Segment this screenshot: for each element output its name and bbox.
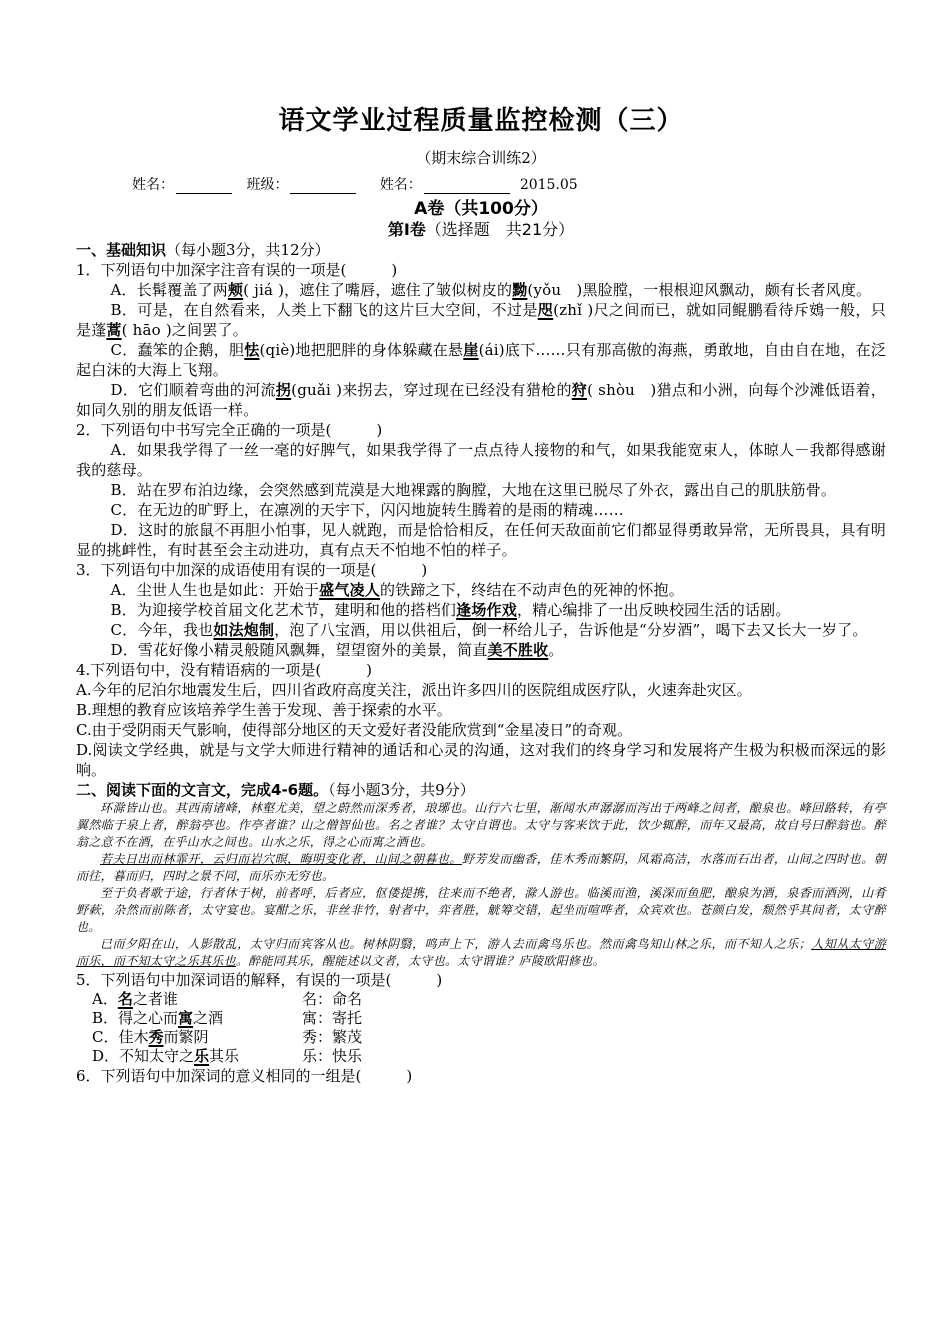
name-blank[interactable]	[176, 179, 232, 194]
emphasized-idiom: 逢场作戏	[456, 601, 517, 619]
section-2-heading	[76, 780, 886, 800]
emphasized-char: 黝	[512, 281, 528, 299]
underlined-sentence: 人知从太守游而乐，而不知太守之乐其乐也	[76, 937, 886, 968]
passage-paragraph-1: 环滁皆山也。其西南诸峰，林壑尤美，望之蔚然而深秀者，琅琊也。山行六七里，渐闻水声潺潺而泻出于两峰之间者，酿泉也。峰回路转，有亭翼然临于泉上者，醉翁亭也。作亭者谁？山之僧智仙也。名之者谁？太守自谓也。太守与客来饮于此，饮少辄醉，而年又最高，故自号曰醉翁也。醉翁之意不在酒，在乎山水之间也。山水之乐，得之心而寓之酒也。	[76, 801, 886, 849]
emphasized-char: 怯	[244, 341, 260, 359]
section-2-desc: （每小题3分，共9分）	[328, 781, 475, 799]
emphasized-word: 乐	[194, 1047, 210, 1065]
question-4-option-b: B.理想的教育应该培养学生善于发现、善于探索的水平。	[76, 701, 452, 719]
question-5-option-a: A．名之者谁 名：命名	[92, 990, 363, 1008]
question-5-stem: 5．下列语句中加深词语的解释，有误的一项是( )	[76, 971, 443, 989]
emphasized-char: 颊	[227, 281, 244, 299]
class-label: 班级：	[246, 177, 289, 193]
question-2-option-d: D．这时的旅鼠不再胆小怕事，见人就跑，而是恰恰相反，在任何天敌面前它们都显得勇敢异常，无所畏具，具有明显的挑衅性，有时甚至会主动进功，真有点天不怕地不怕的样子。	[76, 521, 886, 559]
question-4-option-c: C.由于受阴雨天气影响，使得部分地区的天文爱好者没能欣赏到“金星凌日”的奇观。	[76, 721, 633, 739]
section-1-desc: （每小题3分，共12分）	[166, 241, 330, 259]
question-3-option-a: A．尘世人生也是如此：开始于盛气凌人的铁蹄之下，终结在不动声色的死神的怀抱。	[110, 581, 684, 599]
question-2-option-a: A．如果我学得了一丝一毫的好脾气，如果我学得了一点点待人接物的和气，如果我能宽束人，体晾人－我都得感谢我的慈母。	[76, 441, 886, 479]
emphasized-word: 名	[117, 990, 133, 1008]
question-3-option-d: D．雪花好像小精灵般随风飘舞，望望窗外的美景，简直美不胜收。	[110, 641, 564, 659]
emphasized-word: 秀	[148, 1028, 164, 1046]
question-5-option-d: D．不知太守之乐其乐 乐：快乐	[92, 1047, 363, 1065]
emphasized-idiom: 盛气凌人	[319, 581, 380, 599]
question-1-option-c: C．蠢笨的企鹅，胆怯(qiè)地把肥胖的身体躲藏在悬崖(ái)底下……只有那高傲的海燕，勇敢地，自由自在地，在泛起白沫的大海上飞翔。	[76, 341, 887, 379]
question-3-stem: 3．下列语句中加深的成语使用有误的一项是( )	[76, 561, 428, 579]
emphasized-char: 蒿	[106, 321, 122, 339]
name-label-2: 姓名：	[379, 177, 422, 193]
question-4-option-a: A.今年的尼泊尔地震发生后，四川省政府高度关注，派出许多四川的医院组成医疗队，火速奔赴灾区。	[76, 681, 752, 699]
passage-paragraph-4: 已而夕阳在山，人影散乱，太守归而宾客从也。树林阴翳，鸣声上下，游人去而禽鸟乐也。然而禽鸟知山林之乐，而不知人之乐；人知从太守游而乐，而不知太守之乐其乐也。醉能同其乐，醒能述以文者，太守也。太守谓谁？庐陵欧阳修也。	[76, 937, 886, 968]
page-subtitle: （期末综合训练2）	[416, 149, 546, 167]
passage-paragraph-3: 至于负者歌于途，行者休于树，前者呼，后者应，伛偻提携，往来而不绝者，滁人游也。临溪而渔，溪深而鱼肥，酿泉为酒，泉香而酒洌，山肴野蔌，杂然而前陈者，太守宴也。宴酣之乐，非丝非竹，射者中，弈者胜，觥筹交错，起坐而喧哗者，众宾欢也。苍颜白发，颓然乎其间者，太守醉也。	[76, 886, 886, 934]
passage-paragraph-2: 若夫日出而林霏开，云归而岩穴暝，晦明变化者，山间之朝暮也。野芳发而幽香，佳木秀而繁阴，风霜高洁，水落而石出者，山间之四时也。朝而往，暮而归，四时之景不同，而乐亦无穷也。	[76, 852, 887, 883]
student-info-line	[76, 174, 886, 194]
section-a-title: A卷（共100分）	[414, 199, 548, 219]
question-4-option-d: D.阅读文学经典，就是与文学大师进行精神的通话和心灵的沟通，这对我们的终身学习和发展将产生极为积极而深远的影响。	[76, 741, 886, 779]
question-1-option-b: B．可是，在自然看来，人类上下翻飞的这片巨大空间，不过是咫(zhǐ )尺之间而已，就如同鲲鹏看待斥鴳一般，只是蓬蒿( hāo )之间罢了。	[76, 301, 886, 339]
question-1-option-a: A．长髯覆盖了两颊( jiá )，遮住了嘴唇，遮住了皱似树皮的黝(yǒu )黑脸膛，一根根迎风飘动，颇有长者风度。	[110, 281, 872, 299]
question-1-option-d: D．它们顺着弯曲的河流拐(guǎi )来拐去，穿过现在已经没有猎枪的狩( shòu )猎点和小洲，向每个沙滩低语着，如同久别的朋友低语一样。	[76, 381, 887, 419]
emphasized-char: 咫	[537, 301, 554, 319]
question-4-stem: 4.下列语句中，没有精语病的一项是( )	[76, 661, 373, 679]
class-blank[interactable]	[290, 179, 356, 194]
part-1-label: 第Ⅰ卷	[387, 220, 426, 239]
exam-page	[76, 100, 886, 1086]
question-5-option-b: B．得之心而寓之酒 寓：寄托	[92, 1009, 363, 1027]
emphasized-char: 崖	[463, 341, 479, 359]
section-1-label: 一、基础知识	[76, 241, 167, 259]
question-2-stem: 2．下列语句中书写完全正确的一项是( )	[76, 421, 383, 439]
exam-date: 2015.05	[519, 177, 578, 193]
question-2-option-c: C．在无边的旷野上，在凛冽的天宇下，闪闪地旋转生腾着的是雨的精魂……	[110, 501, 624, 519]
emphasized-idiom: 如法炮制	[213, 621, 275, 639]
question-5-option-c: C．佳木秀而繁阴 秀：繁茂	[92, 1028, 363, 1046]
name-blank-2[interactable]	[424, 179, 510, 194]
question-3-option-c: C．今年，我也如法炮制，泡了八宝酒，用以供祖后，倒一杯给儿子，告诉他是“分岁酒”，喝下去又长大一岁了。	[110, 621, 868, 639]
underlined-sentence: 若夫日出而林霏开，云归而岩穴暝，晦明变化者，山间之朝暮也。	[100, 852, 462, 866]
question-2-option-b: B．站在罗布泊边缘，会突然感到荒漠是大地裸露的胸膛，大地在这里已脱尽了外衣，露出自己的肌肤筋骨。	[110, 481, 837, 499]
emphasized-word: 寓	[178, 1009, 194, 1027]
section-2-label: 二、阅读下面的文言文，完成4-6题。	[76, 781, 329, 799]
part-1-title	[76, 220, 886, 240]
question-1-stem: 1．下列语句中加深字注音有误的一项是( )	[76, 261, 398, 279]
emphasized-char: 拐	[275, 381, 292, 399]
page-title: 语文学业过程质量监控检测（三）	[278, 106, 684, 136]
part-1-desc: （选择题 共21分）	[425, 220, 575, 239]
section-1-heading	[76, 240, 886, 260]
emphasized-idiom: 美不胜收	[487, 641, 549, 659]
question-6-stem: 6．下列语句中加深词的意义相同的一组是( )	[76, 1067, 413, 1085]
name-label: 姓名：	[132, 177, 174, 193]
emphasized-char: 狩	[571, 381, 588, 399]
question-3-option-b: B．为迎接学校首届文化艺术节，建明和他的搭档们逢场作戏，精心编排了一出反映校园生活的话剧。	[110, 601, 791, 619]
